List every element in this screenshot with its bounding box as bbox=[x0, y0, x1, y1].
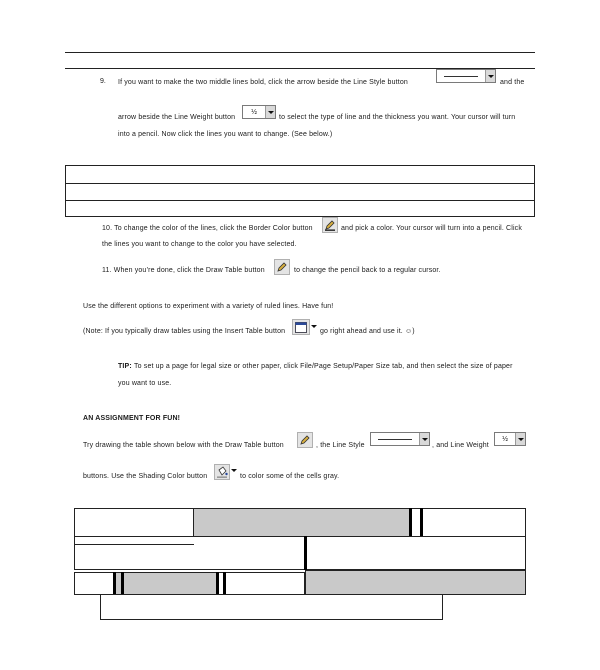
assignment-line2-end: to color some of the cells gray. bbox=[240, 473, 340, 480]
experiment-text: Use the different options to experiment with a variety of ruled lines. Have fun! bbox=[83, 303, 334, 310]
line-weight-dropdown[interactable] bbox=[242, 105, 276, 119]
pencil-icon bbox=[324, 219, 336, 231]
draw-table-button[interactable] bbox=[297, 432, 313, 448]
table-cell-shaded bbox=[305, 570, 526, 595]
border-color-button[interactable] bbox=[322, 217, 338, 233]
thick-rule bbox=[223, 572, 226, 595]
step-9-number: 9. bbox=[100, 78, 106, 85]
sample-ruled-table bbox=[65, 165, 535, 217]
assignment-line2: buttons. Use the Shading Color button bbox=[83, 473, 208, 480]
pencil-icon bbox=[276, 261, 288, 273]
step-9-line1-end: and the bbox=[500, 79, 525, 86]
pencil-icon bbox=[299, 434, 311, 446]
dropdown-arrow-icon[interactable] bbox=[419, 433, 429, 445]
dropdown-arrow-icon[interactable] bbox=[311, 325, 317, 328]
table-row bbox=[66, 200, 534, 201]
step-9-line1: If you want to make the two middle lines bold, click the arrow beside the Line Style button bbox=[118, 79, 408, 86]
note-text-end: go right ahead and use it. ☺) bbox=[320, 328, 415, 335]
thick-rule bbox=[216, 572, 219, 595]
table-cell-shaded bbox=[113, 572, 217, 595]
table-icon bbox=[295, 322, 307, 333]
top-rule bbox=[65, 52, 535, 53]
step-9-line3: into a pencil. Now click the lines you want to change. (See below.) bbox=[118, 131, 333, 138]
step-11-line1: 11. When you’re done, click the Draw Table button bbox=[102, 267, 265, 274]
thick-rule bbox=[409, 508, 412, 537]
line-style-dropdown[interactable] bbox=[436, 69, 496, 83]
tip-line1: To set up a page for legal size or other paper, click File/Page Setup/Paper Size tab, and then select the size of paper bbox=[134, 363, 513, 370]
table-cell bbox=[74, 572, 114, 595]
dropdown-arrow-icon[interactable] bbox=[485, 70, 495, 82]
dropdown-arrow-icon[interactable] bbox=[231, 469, 237, 472]
assignment-line1-mid: , the Line Style bbox=[316, 442, 365, 449]
table-cell bbox=[74, 508, 194, 537]
thick-rule bbox=[113, 572, 116, 595]
table-cell bbox=[74, 536, 305, 570]
line-style-dropdown[interactable] bbox=[370, 432, 430, 446]
step-10-line2: the lines you want to change to the color you have selected. bbox=[102, 241, 297, 248]
thick-rule bbox=[304, 536, 307, 570]
step-10-line1: 10. To change the color of the lines, click the Border Color button bbox=[102, 225, 313, 232]
tip-label: TIP: bbox=[118, 363, 132, 370]
table-row bbox=[66, 183, 534, 184]
assignment-heading: AN ASSIGNMENT FOR FUN! bbox=[83, 415, 181, 422]
line-weight-value: ½ bbox=[251, 108, 257, 116]
line-weight-value: ½ bbox=[502, 435, 508, 443]
table-cell bbox=[304, 536, 526, 570]
assignment-line1: Try drawing the table shown below with the Draw Table button bbox=[83, 442, 284, 449]
table-cell bbox=[216, 572, 305, 595]
thick-rule bbox=[121, 572, 124, 595]
step-9-line2-end: to select the type of line and the thickness you want. Your cursor will turn bbox=[279, 114, 516, 121]
inner-rule bbox=[74, 544, 194, 545]
dropdown-arrow-icon[interactable] bbox=[265, 106, 275, 118]
draw-table-button[interactable] bbox=[274, 259, 290, 275]
assignment-line1-end: , and Line Weight bbox=[432, 442, 489, 449]
dropdown-arrow-icon[interactable] bbox=[515, 433, 525, 445]
tip-line2: you want to use. bbox=[118, 380, 172, 387]
thick-rule bbox=[420, 508, 423, 537]
paint-bucket-icon bbox=[216, 466, 228, 478]
insert-table-button[interactable] bbox=[292, 319, 310, 335]
table-cell bbox=[100, 594, 443, 620]
table-cell-shaded bbox=[193, 508, 411, 537]
note-text: (Note: If you typically draw tables using the Insert Table button bbox=[83, 328, 286, 335]
shading-color-button[interactable] bbox=[214, 464, 230, 480]
line-style-value bbox=[437, 70, 485, 82]
step-10-line1-end: and pick a color. Your cursor will turn into a pencil. Click bbox=[341, 225, 522, 232]
table-cell bbox=[410, 508, 526, 537]
line-style-value bbox=[371, 433, 419, 445]
step-11-line1-end: to change the pencil back to a regular cursor. bbox=[294, 267, 441, 274]
line-weight-dropdown[interactable] bbox=[494, 432, 526, 446]
step-9-line2-start: arrow beside the Line Weight button bbox=[118, 114, 236, 121]
